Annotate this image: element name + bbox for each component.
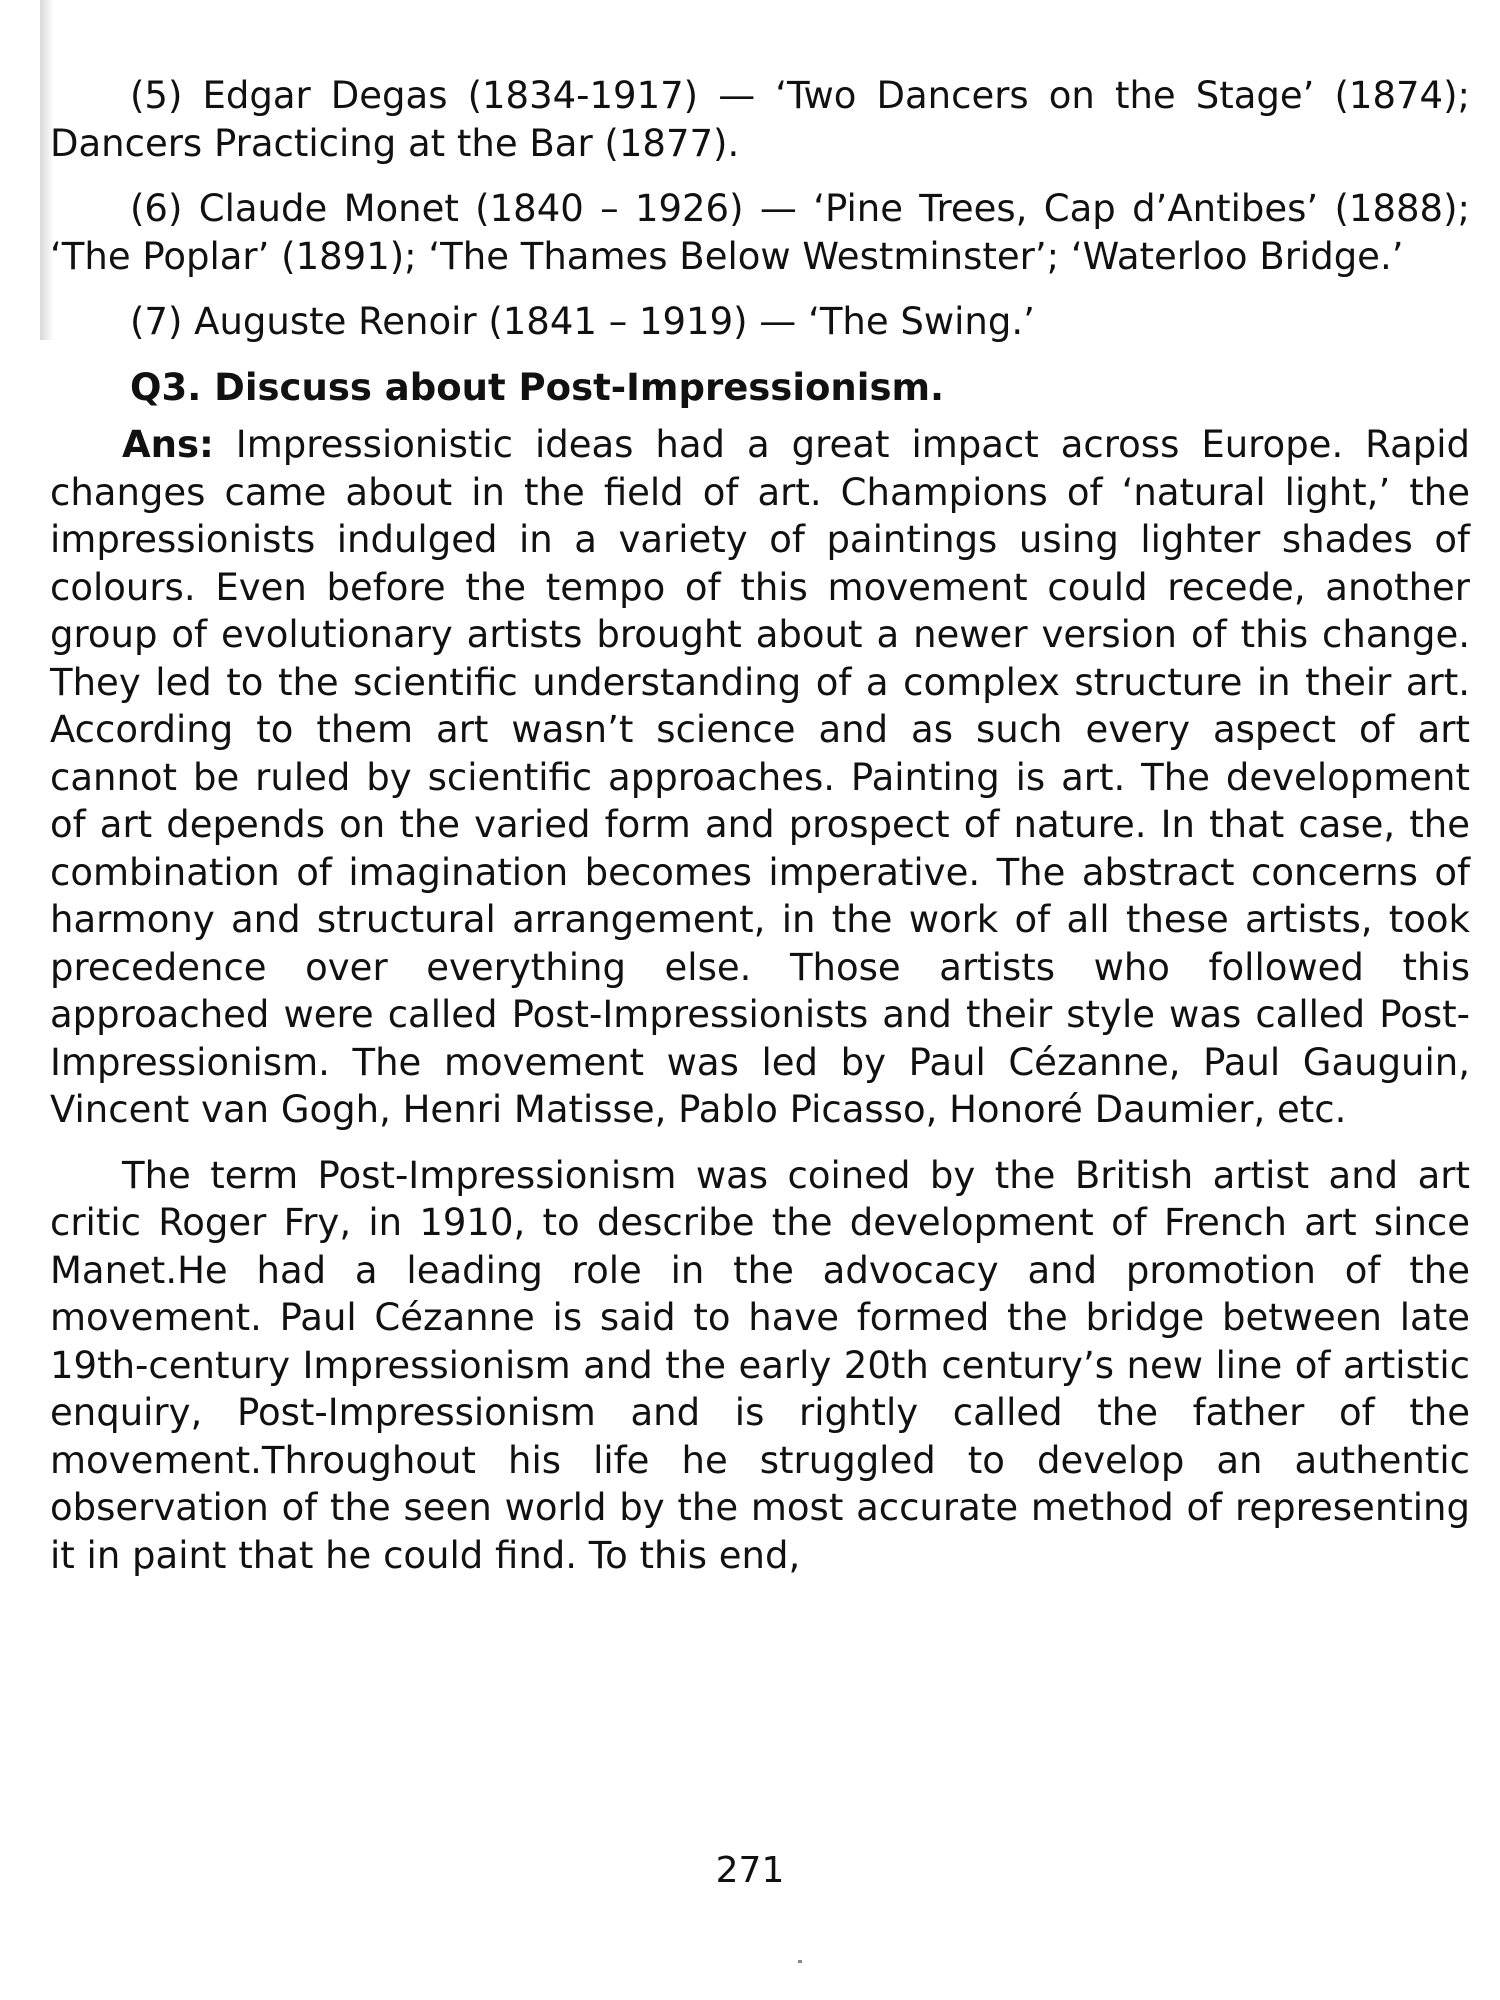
list-item-monet: (6) Claude Monet (1840 – 1926) — ‘Pine Trees, Cap d’Antibes’ (1888); ‘The Poplar’ (1891); ‘The Thames Below Westminster’; ‘Waterloo Bridge.’ xyxy=(50,187,1470,278)
answer-label: Ans: xyxy=(122,423,214,466)
scan-speck xyxy=(798,1960,802,1963)
answer-paragraph-1-text: Impressionistic ideas had a great impact across Europe. Rapid changes came about in the field of art. Champions of ‘natural light,’ the impressionists indulged in a variety of paintings using lighter shades of colours. Even before the tempo of this movement could recede, another group of evolutionary artists brought about a newer version of this change. They led to the scientific understanding of a complex structure in their art. According to them art wasn’t science and as such every aspect of art cannot be ruled by scientific approaches. Painting is art. The development of art depends on the varied form and prospect of nature. In that case, the combination of imagination becomes imperative. The abstract concerns of harmony and structural arrangement, in the work of all these artists, took precedence over everything else. Those artists who followed this approached were called Post-Impressionists and their style was called Post-Impressionism. The movement was led by Paul Cézanne, Paul Gauguin, Vincent van Gogh, Henri Matisse, Pablo Picasso, Honoré Daumier, etc. xyxy=(50,423,1471,1131)
answer-paragraph-2: The term Post-Impressionism was coined by the British artist and art critic Roger Fry, in 1910, to describe the development of French art since Manet.He had a leading role in the advocacy and promotion of the movement. Paul Cézanne is said to have formed the bridge between late 19th-century Impressionism and the early 20th century’s new line of artistic enquiry, Post-Impressionism and is rightly called the father of the movement.Throughout his life he struggled to develop an authentic observation of the seen world by the most accurate method of representing it in paint that he could find. To this end, xyxy=(50,1153,1470,1577)
page-text xyxy=(50,72,1470,1597)
page-number: 271 xyxy=(715,1850,785,1891)
list-item-degas: (5) Edgar Degas (1834-1917) — ‘Two Dancers on the Stage’ (1874); Dancers Practicing at the Bar (1877). xyxy=(50,74,1470,165)
list-item-renoir: (7) Auguste Renoir (1841 – 1919) — ‘The Swing.’ xyxy=(130,300,1035,343)
answer-paragraph-1 xyxy=(50,421,1470,1134)
question-heading: Q3. Discuss about Post-Impressionism. xyxy=(130,365,945,409)
